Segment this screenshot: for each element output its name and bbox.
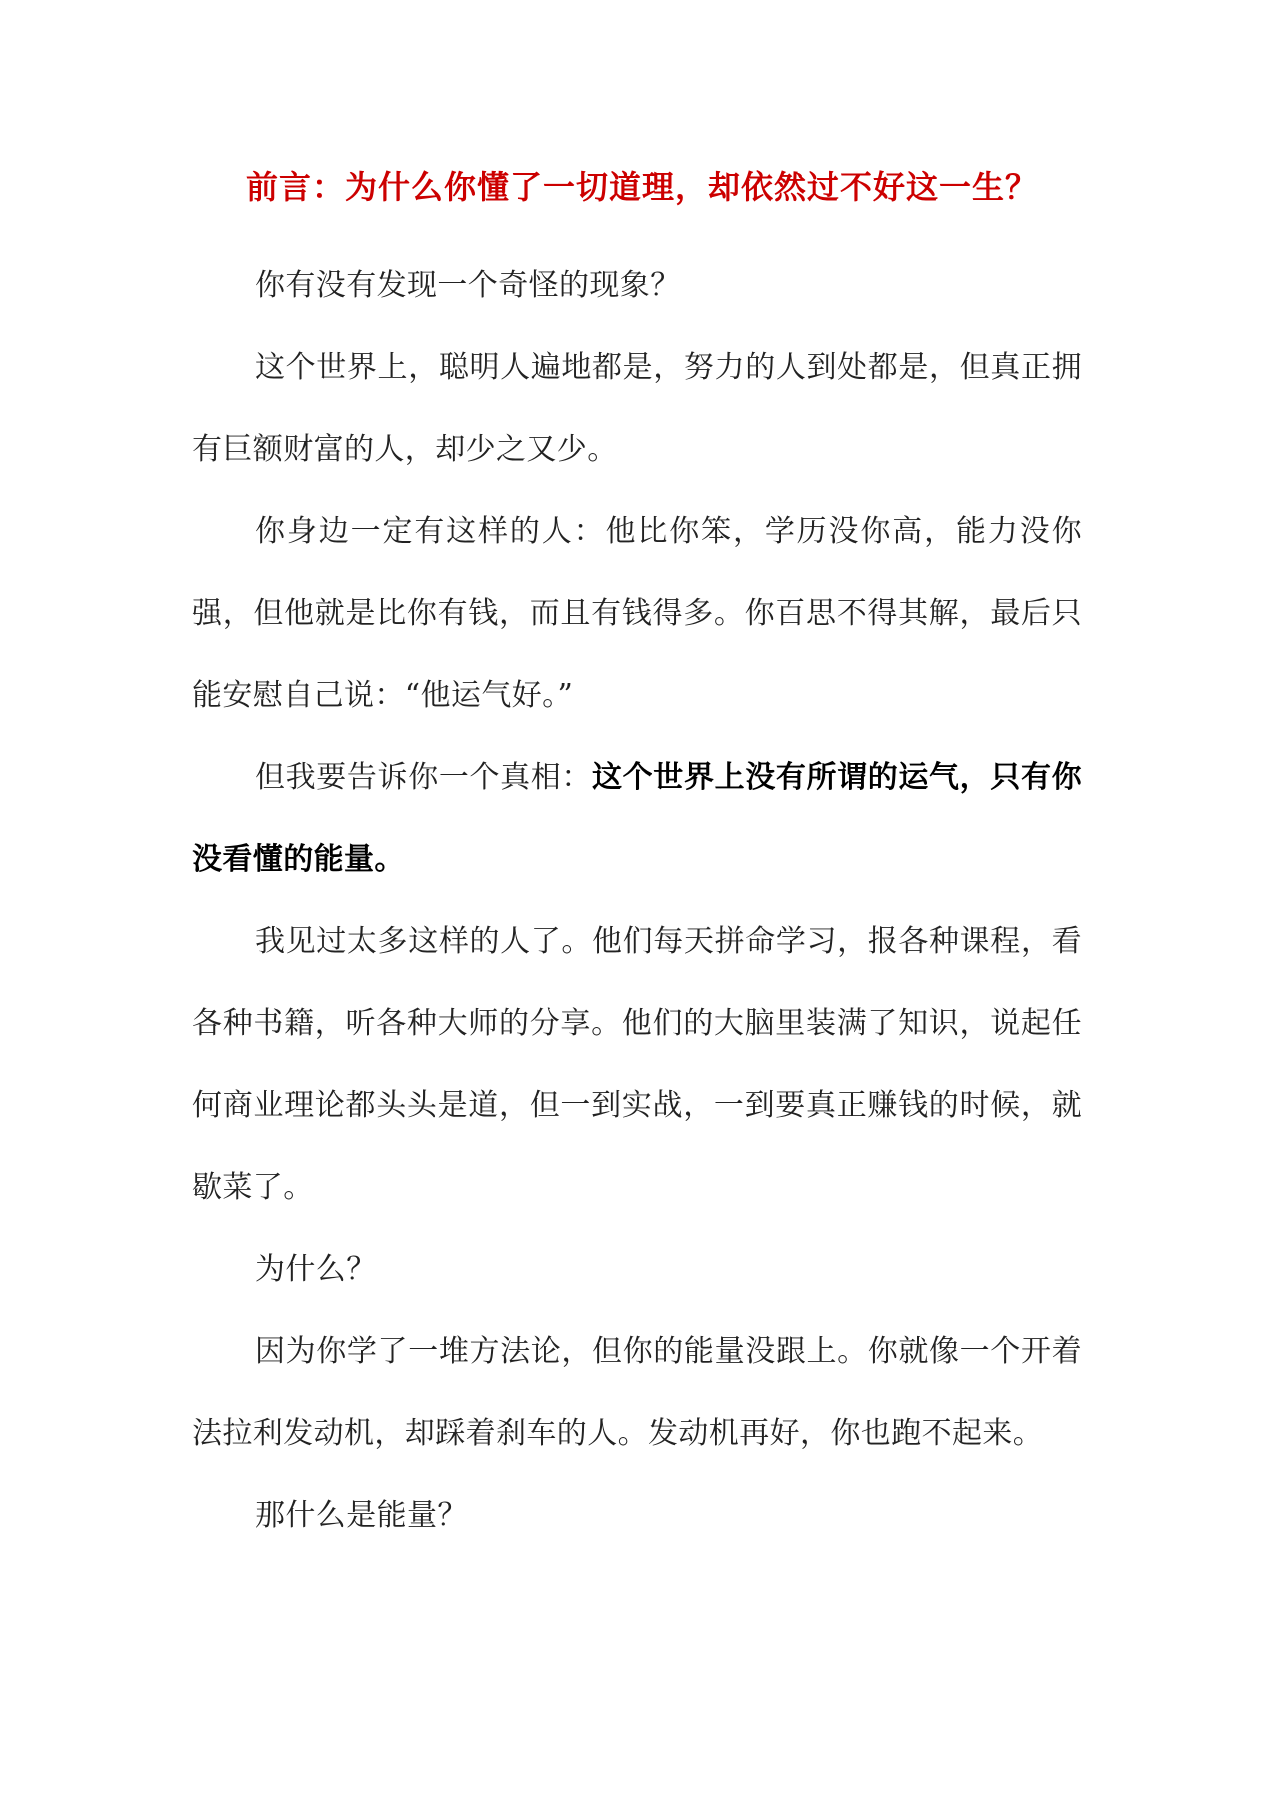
document-title: 前言：为什么你懂了一切道理，却依然过不好这一生？ [245, 168, 1038, 206]
paragraph: 我见过太多这样的人了。他们每天拼命学习，报各种课程，看各种书籍，听各种大师的分享。他们的大脑里装满了知识，说起任何商业理论都头头是道，但一到实战，一到要真正赚钱的时候，就歇菜了。 [192, 924, 1082, 1205]
document-body [192, 165, 1082, 1557]
paragraph: 这个世界上，聪明人遍地都是，努力的人到处都是，但真正拥有巨额财富的人，却少之又少。 [192, 350, 1082, 467]
paragraph: 因为你学了一堆方法论，但你的能量没跟上。你就像一个开着法拉利发动机，却踩着刹车的人。发动机再好，你也跑不起来。 [192, 1334, 1082, 1451]
paragraph-with-emphasis [192, 737, 1082, 901]
paragraph: 你有没有发现一个奇怪的现象？ [255, 268, 681, 303]
emphasis-text: 这个世界上没有所谓的运气，只有你没看懂的能量。 [192, 760, 1083, 877]
paragraph: 那什么是能量？ [255, 1498, 468, 1533]
paragraph: 为什么？ [255, 1252, 377, 1287]
paragraph: 你身边一定有这样的人：他比你笨，学历没你高，能力没你强，但他就是比你有钱，而且有钱得多。你百思不得其解，最后只能安慰自己说：“他运气好。” [192, 514, 1082, 713]
paragraph-lead: 但我要告诉你一个真相： [255, 760, 593, 795]
